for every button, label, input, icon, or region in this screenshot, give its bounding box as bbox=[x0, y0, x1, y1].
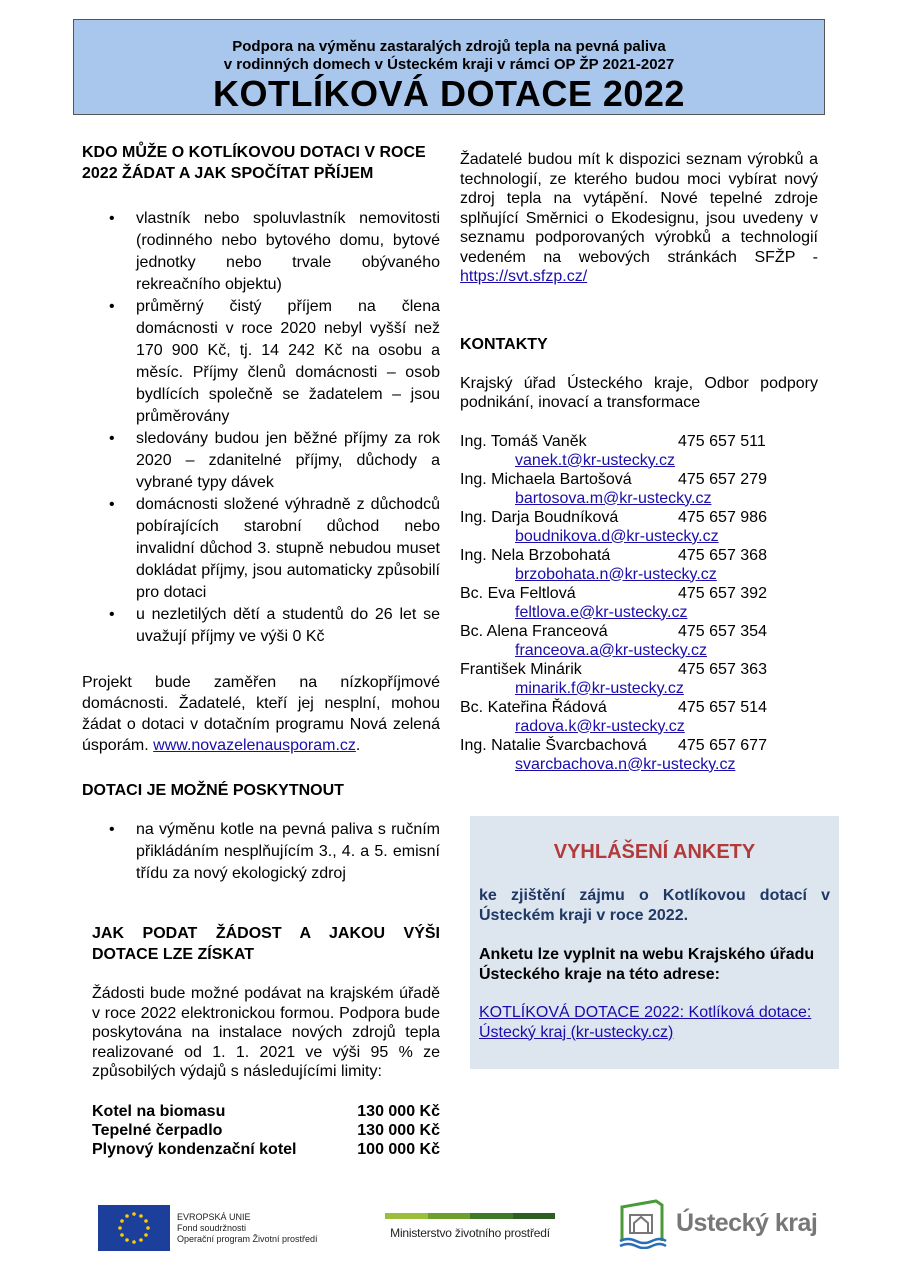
survey-link[interactable]: KOTLÍKOVÁ DOTACE 2022: Kotlíková dotace: Ústecký kraj (kr-ustecky.cz) bbox=[479, 1004, 812, 1041]
contact-phone: 475 657 279 bbox=[678, 470, 767, 488]
mzp-logo bbox=[385, 1213, 555, 1240]
who-heading: KDO MŮŽE O KOTLÍKOVOU DOTACI V ROCE 2022 ŽÁDAT A JAK SPOČÍTAT PŘÍJEM bbox=[82, 144, 426, 182]
contact-email-link[interactable]: feltlova.e@kr-ustecky.cz bbox=[515, 603, 688, 621]
contact-email-link[interactable]: radova.k@kr-ustecky.cz bbox=[515, 717, 685, 735]
possible-heading: DOTACI JE MOŽNÉ POSKYTNOUT bbox=[82, 782, 344, 799]
contact-name: František Minárik bbox=[460, 660, 582, 678]
mzp-bars-icon bbox=[385, 1213, 555, 1219]
project-end: . bbox=[355, 737, 361, 754]
contact-name: Bc. Alena Franceová bbox=[460, 622, 608, 640]
limit-label: Tepelné čerpadlo bbox=[92, 1121, 223, 1139]
limit-value: 100 000 Kč bbox=[357, 1140, 440, 1158]
eu-flag-icon bbox=[98, 1205, 170, 1251]
survey-title: VYHLÁŠENÍ ANKETY bbox=[553, 841, 756, 863]
bullet-icon: • bbox=[109, 821, 115, 838]
contact-list bbox=[460, 432, 818, 774]
limit-value: 130 000 Kč bbox=[357, 1102, 440, 1120]
contact-entry bbox=[460, 584, 818, 622]
novazelenausporam-link[interactable]: www.novazelenausporam.cz bbox=[153, 737, 356, 754]
apply-text: Žádosti bude možné podávat na krajském úřadě v roce 2022 elektronickou formou. Podpora bude poskytována na instalace nových zdrojů tepla realizované od 1. 1. 2021 ve výši 95 % ze způsobilých výdajů s následujícími limity: bbox=[92, 985, 440, 1080]
limit-value: 130 000 Kč bbox=[357, 1121, 440, 1139]
contact-email-link[interactable]: svarcbachova.n@kr-ustecky.cz bbox=[515, 755, 736, 773]
project-text: Projekt bude zaměřen na nízkopříjmové domácnosti. Žadatelé, kteří jej nesplní, mohou žádat o dotaci v dotačním programu Nová zelená úsporám. bbox=[82, 674, 440, 754]
contact-phone: 475 657 392 bbox=[678, 584, 767, 602]
who-item-text: vlastník nebo spoluvlastník nemovitosti (rodinného nebo bytového domu, bytové jednotky nebo trvale obývaného rekreačního objektu) bbox=[136, 210, 440, 293]
contact-phone: 475 657 514 bbox=[678, 698, 767, 716]
contact-email-link[interactable]: vanek.t@kr-ustecky.cz bbox=[515, 451, 675, 469]
who-item-text: domácnosti složené výhradně z důchodců pobírajících starobní důchod nebo invalidní důchod 3. stupně nebudou muset dokládat příjmy, jsou automaticky způsobilí pro dotaci bbox=[136, 496, 440, 601]
contact-phone: 475 657 363 bbox=[678, 660, 767, 678]
limits-table bbox=[92, 1102, 440, 1159]
products-paragraph bbox=[460, 150, 818, 287]
list-item bbox=[82, 296, 440, 428]
contact-entry bbox=[460, 698, 818, 736]
products-text: Žadatelé budou mít k dispozici seznam výrobků a technologií, ze kterého budou moci vybírat nový zdroj tepla na vytápění. Nové tepelné zdroje splňující Směrnici o Ekodesignu, jsou uvedeny v seznamu podporovaných výrobků a technologií vedeném na webových stránkách SFŽP - bbox=[460, 151, 818, 266]
contact-entry bbox=[460, 736, 818, 774]
list-item bbox=[82, 604, 440, 648]
bullet-icon: • bbox=[109, 210, 115, 227]
contact-name: Ing. Michaela Bartošová bbox=[460, 470, 632, 488]
limit-label: Kotel na biomasu bbox=[92, 1102, 226, 1120]
contact-name: Ing. Nela Brzobohatá bbox=[460, 546, 611, 564]
mzp-text: Ministerstvo životního prostředí bbox=[390, 1226, 550, 1240]
ustecky-kraj-logo bbox=[616, 1197, 817, 1249]
bullet-icon: • bbox=[109, 430, 115, 447]
contact-name: Bc. Eva Feltlová bbox=[460, 584, 576, 602]
left-column bbox=[82, 142, 440, 1159]
contact-entry bbox=[460, 622, 818, 660]
survey-intro: ke zjištění zájmu o Kotlíkovou dotací v Ústeckém kraji v roce 2022. bbox=[479, 887, 830, 924]
list-item bbox=[82, 428, 440, 494]
possible-list bbox=[82, 819, 440, 885]
ustecky-kraj-text: Ústecký kraj bbox=[676, 1208, 818, 1237]
ustecky-kraj-emblem-icon bbox=[616, 1197, 668, 1249]
office-text: Krajský úřad Ústeckého kraje, Odbor podpory podnikání, inovací a transformace bbox=[460, 374, 818, 411]
right-column bbox=[460, 150, 818, 774]
contact-email-link[interactable]: franceova.a@kr-ustecky.cz bbox=[515, 641, 708, 659]
contact-phone: 475 657 986 bbox=[678, 508, 767, 526]
limit-row bbox=[92, 1102, 440, 1121]
list-item bbox=[82, 208, 440, 296]
contact-entry bbox=[460, 508, 818, 546]
subtitle-line-2: v rodinných domech v Ústeckém kraji v rámci OP ŽP 2021-2027 bbox=[223, 56, 675, 73]
footer-logos bbox=[0, 1195, 900, 1265]
header-banner bbox=[73, 19, 825, 115]
limit-row bbox=[92, 1121, 440, 1140]
survey-instruction: Anketu lze vyplnit na webu Krajského úřadu Ústeckého kraje na této adrese: bbox=[479, 946, 815, 983]
header-subtitle bbox=[74, 38, 824, 74]
contact-email-link[interactable]: bartosova.m@kr-ustecky.cz bbox=[515, 489, 712, 507]
contact-entry bbox=[460, 546, 818, 584]
subtitle-line-1: Podpora na výměnu zastaralých zdrojů tepla na pevná paliva bbox=[232, 38, 666, 55]
contact-entry bbox=[460, 432, 818, 470]
bullet-icon: • bbox=[109, 298, 115, 315]
contacts-heading: KONTAKTY bbox=[460, 335, 548, 353]
who-list bbox=[82, 208, 440, 648]
contact-phone: 475 657 354 bbox=[678, 622, 767, 640]
bullet-icon: • bbox=[109, 496, 115, 513]
contact-entry bbox=[460, 470, 818, 508]
eu-line-2: Fond soudržnosti bbox=[177, 1222, 247, 1233]
eu-line-3: Operační program Životní prostředí bbox=[177, 1233, 318, 1244]
contact-entry bbox=[460, 660, 818, 698]
list-item bbox=[82, 819, 440, 885]
page-title: KOTLÍKOVÁ DOTACE 2022 bbox=[213, 73, 685, 114]
project-paragraph bbox=[82, 672, 440, 756]
contact-email-link[interactable]: minarik.f@kr-ustecky.cz bbox=[515, 679, 684, 697]
contact-name: Bc. Kateřina Řádová bbox=[460, 698, 607, 716]
who-item-text: průměrný čistý příjem na člena domácnosti v roce 2020 nebyl vyšší než 170 900 Kč, tj. 14 242 Kč na osobu a měsíc. Příjmy členů domácnosti – osob bydlících společně se žadatelem – jsou průměrovány bbox=[136, 298, 440, 425]
sfzp-link[interactable]: https://svt.sfzp.cz/ bbox=[460, 268, 588, 285]
limit-row bbox=[92, 1140, 440, 1159]
contact-name: Ing. Darja Boudníková bbox=[460, 508, 619, 526]
limit-label: Plynový kondenzační kotel bbox=[92, 1140, 297, 1158]
eu-logo bbox=[98, 1205, 318, 1251]
eu-text bbox=[177, 1212, 318, 1245]
possible-item-text: na výměnu kotle na pevná paliva s ručním přikládáním nesplňujícím 3., 4. a 5. emisní třídu za nový ekologický zdroj bbox=[136, 821, 440, 882]
contact-phone: 475 657 368 bbox=[678, 546, 767, 564]
contact-name: Ing. Natalie Švarcbachová bbox=[460, 736, 647, 754]
who-item-text: sledovány budou jen běžné příjmy za rok 2020 – zdanitelné příjmy, důchody a vybrané typy dávek bbox=[136, 430, 440, 491]
apply-heading: JAK PODAT ŽÁDOST A JAKOU VÝŠI DOTACE LZE ZÍSKAT bbox=[92, 925, 440, 963]
contact-phone: 475 657 511 bbox=[678, 432, 766, 450]
eu-line-1: EVROPSKÁ UNIE bbox=[177, 1211, 251, 1222]
contact-email-link[interactable]: boudnikova.d@kr-ustecky.cz bbox=[515, 527, 719, 545]
contact-phone: 475 657 677 bbox=[678, 736, 767, 754]
who-item-text: u nezletilých dětí a studentů do 26 let se uvažují příjmy ve výši 0 Kč bbox=[136, 606, 440, 645]
contact-name: Ing. Tomáš Vaněk bbox=[460, 432, 587, 450]
bullet-icon: • bbox=[109, 606, 115, 623]
contact-email-link[interactable]: brzobohata.n@kr-ustecky.cz bbox=[515, 565, 717, 583]
list-item bbox=[82, 494, 440, 604]
survey-box bbox=[470, 816, 839, 1069]
